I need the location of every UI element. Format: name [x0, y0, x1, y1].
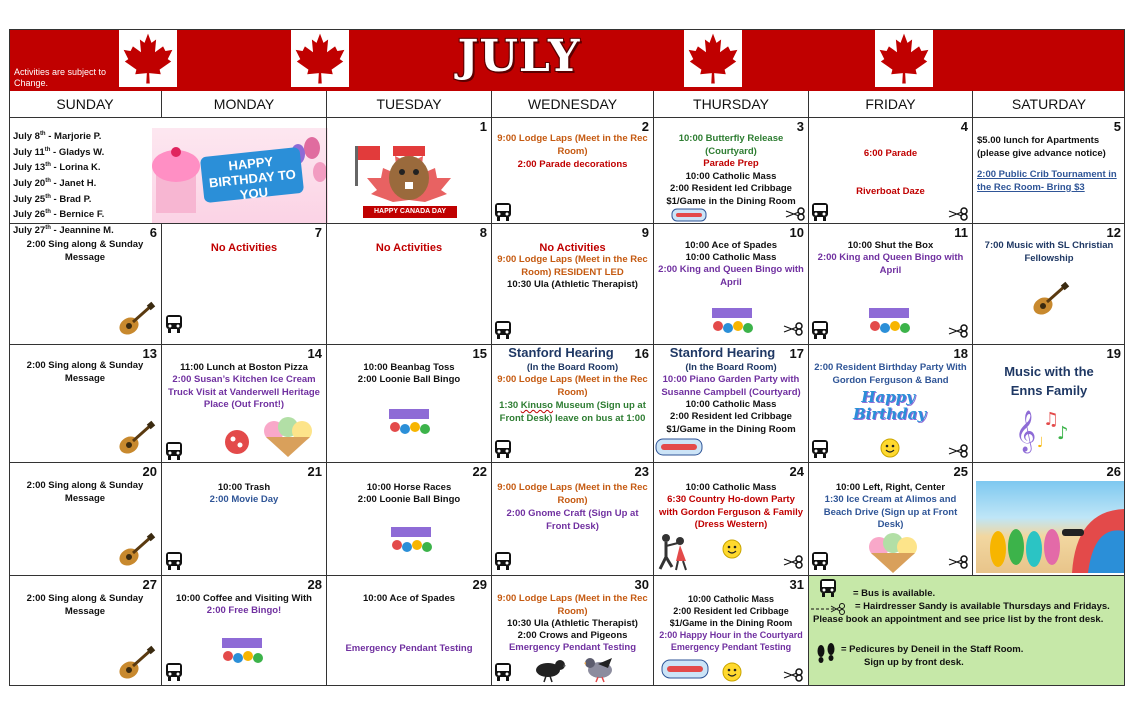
birthday-cell: [9, 118, 326, 237]
date-number: 23: [634, 464, 649, 479]
maple-leaf-icon: [875, 29, 933, 87]
legend-pedicure-text: = Pedicures by Deneil in the Staff Room.: [841, 644, 1024, 655]
cribbage-board-icon: [656, 439, 702, 460]
event: 10:00 Shut the Box: [847, 240, 934, 251]
birthday-list: [13, 128, 114, 238]
guitar-icon: [117, 421, 155, 460]
date-number: 13: [142, 346, 157, 361]
day-cell-4: [808, 118, 972, 224]
event: 2:00 Sing along & Sunday Message: [26, 480, 144, 504]
event: 2:00 Public Crib Tournament in the Rec Room- Bring $3: [977, 169, 1117, 193]
scissors-icon: [949, 555, 969, 574]
bingo-icon: [387, 407, 431, 442]
event: $1/Game in the Dining Room: [666, 196, 796, 207]
event: 2:00 Resident led Cribbage: [673, 606, 789, 616]
event: No Activities: [210, 242, 278, 254]
event: 2:00 Resident Birthday Party With Gordon Ferguson & Band: [814, 362, 967, 386]
crow-icon: [532, 656, 566, 687]
date-number: 2: [641, 119, 649, 134]
bingo-icon: [220, 636, 264, 671]
event: 1:30 Kinuso Museum (Sign up at Front Desk) leave on bus at 1:00: [499, 400, 646, 424]
event: 6:00 Parade: [863, 148, 918, 159]
bus-icon: [811, 551, 829, 576]
scissors-icon: [949, 444, 969, 463]
maple-leaf-icon: [291, 29, 349, 87]
event: 2:00 Movie Day: [209, 494, 279, 505]
event: 2:00 Loonie Ball Bingo: [357, 374, 461, 385]
event: 10:30 Ula (Athletic Therapist): [507, 279, 638, 290]
weekday-header: [9, 91, 1125, 118]
event: $1/Game in the Dining Room: [666, 424, 796, 435]
footprints-icon: [815, 642, 837, 669]
scissors-icon: [784, 668, 804, 687]
event: 10:00 Left, Right, Center: [835, 482, 946, 493]
bingo-icon: [389, 525, 433, 560]
event: Riverboat Daze: [856, 186, 925, 197]
birthday-item: July 11th - Gladys W.: [13, 146, 105, 158]
event: 10:00 Catholic Mass: [687, 594, 775, 604]
guitar-icon: [117, 533, 155, 572]
day-cell-29: [326, 576, 491, 686]
event: 10:00 Trash: [217, 482, 271, 493]
date-number: 19: [1106, 346, 1121, 361]
day-cell-26: [972, 463, 1125, 576]
day-header-monday: MONDAY: [161, 91, 326, 117]
day-cell-22: [326, 463, 491, 576]
scissors-icon: [949, 324, 969, 343]
day-cell-5: [972, 118, 1125, 224]
event: 10:00 Catholic Mass: [685, 399, 777, 410]
date-number: 17: [789, 346, 804, 361]
day-cell-23: [491, 463, 653, 576]
day-cell-27: [9, 576, 161, 686]
day-cell-3: [653, 118, 808, 224]
day-cell-12: [972, 224, 1125, 345]
day-header-tuesday: TUESDAY: [326, 91, 491, 117]
day-cell-6: [9, 224, 161, 345]
date-number: 5: [1113, 119, 1121, 134]
day-cell-18: [808, 345, 972, 463]
ice-cream-icon: [260, 417, 316, 462]
smiley-icon: [722, 539, 742, 564]
event: 2:00 King and Queen Bingo with April: [658, 264, 804, 288]
date-number: 7: [314, 225, 322, 240]
svg-text:♩: ♩: [1037, 435, 1044, 451]
day-cell-20: [9, 463, 161, 576]
bus-icon: [165, 314, 183, 339]
birthday-item: July 8th - Marjorie P.: [13, 131, 102, 143]
day-cell-24: [653, 463, 808, 576]
date-number: 10: [789, 225, 804, 240]
event: 9:00 Lodge Laps (Meet in the Rec Room): [497, 593, 648, 617]
happy-birthday-graphic: Happy Birthday: [853, 388, 927, 423]
event: 9:00 Lodge Laps (Meet in the Rec Room): [497, 482, 648, 506]
svg-text:♪: ♪: [1057, 423, 1069, 444]
date-number: 27: [142, 577, 157, 592]
date-number: 6: [149, 225, 157, 240]
event: 1:30 Ice Cream at Alimos and Beach Drive (Sign up at Front Desk): [823, 494, 958, 530]
svg-text:♫: ♫: [1043, 409, 1060, 430]
event: 10:00 Piano Garden Party with Susanne Campbell (Courtyard): [661, 374, 801, 398]
event: 10:00 Horse Races: [366, 482, 452, 493]
date-number: 21: [307, 464, 322, 479]
event: 9:00 Lodge Laps (Meet in the Rec Room) RESIDENT LED: [497, 254, 648, 278]
day-cell-16: [491, 345, 653, 463]
guitar-icon: [117, 302, 155, 341]
event: 2:00 Happy Hour in the Courtyard: [659, 630, 803, 640]
day-cell-13: [9, 345, 161, 463]
event-heading: Stanford Hearing: [508, 345, 614, 360]
pigeon-icon: [582, 654, 616, 687]
event: 2:00 Sing along & Sunday Message: [26, 239, 144, 263]
day-cell-17: [653, 345, 808, 463]
event: 10:00 Catholic Mass: [685, 171, 777, 182]
day-header-wednesday: WEDNESDAY: [491, 91, 653, 117]
bus-icon: [494, 662, 512, 687]
guitar-icon: [117, 646, 155, 685]
date-number: 26: [1106, 464, 1121, 479]
day-cell-9: [491, 224, 653, 345]
event: 2:00 Resident led Cribbage: [670, 183, 792, 194]
scissors-icon: [784, 322, 804, 341]
day-cell-10: [653, 224, 808, 345]
svg-text:𝄞: 𝄞: [1015, 411, 1037, 452]
bus-icon: [494, 320, 512, 345]
bus-icon: [165, 551, 183, 576]
day-header-friday: FRIDAY: [808, 91, 972, 117]
canada-day-label: HAPPY CANADA DAY: [363, 206, 457, 218]
event: 9:00 Lodge Laps (Meet in the Rec Room): [497, 374, 648, 398]
event: 2:00 Crows and Pigeons: [517, 630, 628, 641]
calendar: [9, 29, 1125, 686]
scissors-icon: [784, 555, 804, 574]
date-number: 15: [472, 346, 487, 361]
event: 10:00 Catholic Mass: [685, 252, 777, 263]
event: Parade Prep: [703, 158, 759, 169]
day-cell-7: [161, 224, 326, 345]
event: $5.00 lunch for Apartments (please give advance notice): [977, 135, 1106, 159]
legend-signup-text: Sign up by front desk.: [864, 657, 964, 668]
event: 10:30 Ula (Athletic Therapist): [507, 618, 638, 629]
month-title: JULY: [457, 31, 581, 82]
date-number: 11: [954, 225, 968, 240]
event: 2:00 Sing along & Sunday Message: [26, 360, 144, 384]
day-header-saturday: SATURDAY: [972, 91, 1125, 117]
date-number: 12: [1106, 225, 1121, 240]
maple-leaf-icon: [119, 29, 177, 87]
smiley-icon: [722, 662, 742, 687]
date-number: 8: [479, 225, 487, 240]
bus-icon: [494, 439, 512, 464]
event: Emergency Pendant Testing: [508, 642, 637, 653]
date-number: 20: [142, 464, 157, 479]
birthday-banner-text: HAPPY BIRTHDAY TO YOU: [200, 147, 304, 203]
event: 2:00 Sing along & Sunday Message: [26, 593, 144, 617]
birthday-item: July 25th - Brad P.: [13, 193, 92, 205]
event-heading: Stanford Hearing: [669, 345, 776, 360]
dancers-icon: [656, 533, 690, 576]
happy-birthday-image: [152, 128, 328, 223]
date-number: 14: [307, 346, 322, 361]
event: No Activities: [539, 242, 606, 254]
day-header-sunday: SUNDAY: [56, 96, 114, 112]
event: 10:00 Catholic Mass: [685, 482, 777, 493]
day-cell-28: [161, 576, 326, 686]
date-number: 24: [789, 464, 804, 479]
event: 7:00 Music with SL Christian Fellowship: [984, 240, 1114, 264]
day-cell-1: [326, 118, 491, 224]
event: 2:00 Gnome Craft (Sign Up at Front Desk): [506, 508, 639, 532]
event: 6:30 Country Ho-down Party with Gordon Ferguson & Family: [658, 494, 804, 518]
date-number: 4: [960, 119, 968, 134]
event: Emergency Pendant Testing: [670, 642, 792, 652]
legend-hairdresser-text: = Hairdresser Sandy is available Thursdays and Fridays. Please book an appointment and see price list by the front desk.: [813, 601, 1110, 625]
event: No Activities: [375, 242, 443, 254]
date-number: 18: [953, 346, 968, 361]
event: (Dress Western): [694, 519, 768, 530]
day-cell-21: [161, 463, 326, 576]
event: 10:00 Ace of Spades: [684, 240, 778, 251]
pizza-icon: [224, 429, 250, 460]
bingo-icon: [867, 306, 911, 341]
day-cell-31: [653, 576, 808, 686]
event: 9:00 Lodge Laps (Meet in the Rec Room): [497, 133, 648, 157]
day-cell-19: [972, 345, 1125, 463]
event: 2:00 Resident led Cribbage: [670, 411, 792, 422]
month-banner: [9, 29, 1125, 91]
legend-box: [808, 576, 1125, 686]
day-cell-30: [491, 576, 653, 686]
date-number: 25: [953, 464, 968, 479]
birthday-item: July 27th - Jeannine M.: [13, 224, 114, 237]
bus-icon: [494, 551, 512, 576]
event: 2:00 Loonie Ball Bingo: [357, 494, 461, 505]
date-number: 9: [641, 225, 649, 240]
date-number: 22: [472, 464, 487, 479]
date-number: 31: [789, 577, 804, 592]
guitar-icon: [1031, 282, 1069, 321]
cribbage-board-icon: [662, 660, 708, 683]
event: 11:00 Lunch at Boston Pizza: [180, 362, 308, 373]
date-number: 29: [472, 577, 487, 592]
date-number: 16: [634, 346, 649, 361]
canada-day-beaver-image: [339, 128, 479, 222]
event: 10:00 Beanbag Toss: [363, 362, 455, 373]
legend-bus-text: = Bus is available.: [853, 588, 936, 599]
birthday-item: July 13th - Lorina K.: [13, 162, 101, 174]
event: (In the Board Room): [526, 362, 619, 373]
event: (In the Board Room): [685, 362, 777, 373]
ice-cream-icon: [865, 533, 921, 578]
birthday-item: July 26th - Bernice F.: [13, 209, 105, 221]
event: 2:00 Free Bingo!: [206, 605, 282, 616]
change-note: Activities are subject to Change.: [14, 67, 107, 88]
date-number: 1: [479, 119, 487, 134]
birthday-item: July 20th - Janet H.: [13, 177, 97, 190]
event: 10:00 Coffee and Visiting With: [176, 593, 312, 604]
event: Emergency Pendant Testing: [345, 643, 473, 654]
event: $1/Game in the Dining Room: [669, 618, 793, 628]
day-cell-15: [326, 345, 491, 463]
bus-icon: [811, 320, 829, 345]
event: 2:00 Susan’s Kitchen Ice Cream Truck Visit at Vanderwell Heritage Place (Out Front!): [168, 374, 320, 410]
date-number: 30: [634, 577, 649, 592]
day-cell-11: [808, 224, 972, 345]
event: Music with the Enns Family: [1004, 364, 1094, 398]
event: 10:00 Butterfly Release (Courtyard): [678, 133, 784, 157]
calendar-grid: [9, 118, 1125, 686]
event: 2:00 Parade decorations: [517, 159, 628, 170]
music-notes-icon: [1013, 403, 1079, 456]
day-cell-8: [326, 224, 491, 345]
day-cell-14: [161, 345, 326, 463]
day-cell-25: [808, 463, 972, 576]
bus-icon: [165, 662, 183, 687]
date-number: 28: [307, 577, 322, 592]
day-header-thursday: THURSDAY: [653, 91, 808, 117]
date-number: 3: [796, 119, 804, 134]
bus-icon: [811, 439, 829, 464]
day-cell-2: [491, 118, 653, 224]
maple-leaf-icon: [684, 29, 742, 87]
event: 10:00 Ace of Spades: [362, 593, 456, 604]
bingo-icon: [710, 306, 754, 341]
event: 2:00 King and Queen Bingo with April: [817, 252, 964, 276]
smiley-icon: [880, 438, 900, 463]
beach-image: [976, 481, 1124, 573]
